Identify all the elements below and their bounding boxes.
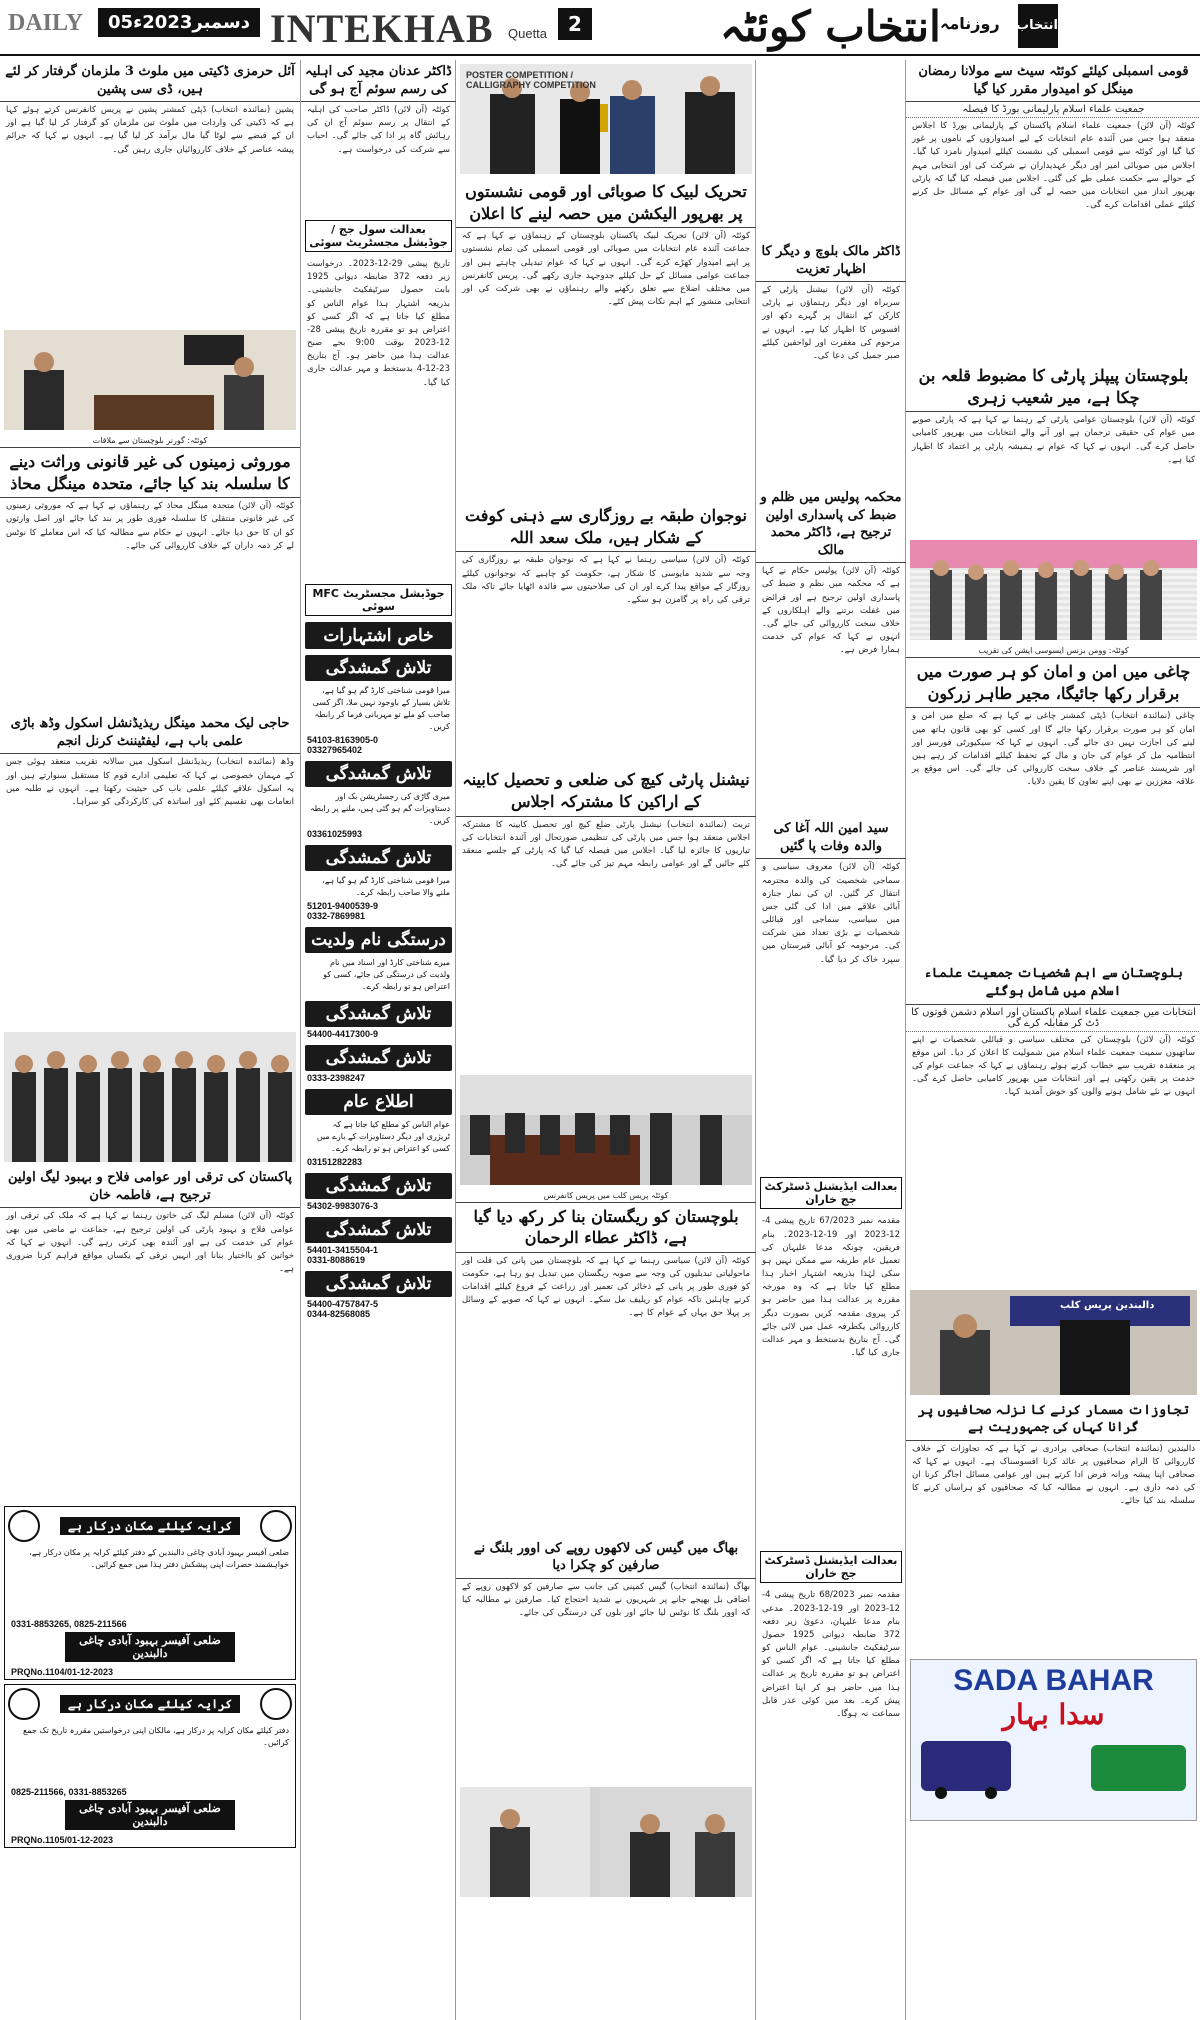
column-3 (455, 60, 756, 2020)
court-notice-title: بعدالت سول جج / جوڈیشل مجسٹریٹ سوئی (305, 220, 452, 252)
headline: پاکستان کی ترقی اور عوامی فلاح و بہبود لیگ اولین ترجیح ہے، فاطمہ خان (0, 1166, 300, 1208)
headline: نوجوان طبقہ بے روزگاری سے ذہنی کوفت کے شکار ہیں، ملک سعد اللہ (456, 502, 756, 552)
phone-number: 03361025993 (307, 829, 363, 840)
phone-number: 03151282283 (307, 1157, 363, 1168)
cnic-number: 54400-4757847-5 (307, 1299, 379, 1310)
name-correction-title: درستگی نام ولدیت (305, 927, 452, 953)
article-body: بھاگ (نمائندہ انتخاب) گیس کمپنی کی جانب سے صارفین کو لاکھوں روپے کے اضافی بل بھیجے جانے پر شہریوں نے شدید احتجاج کیا۔ صارفین نے مطالبہ کیا کہ اوور بلنگ کا نوٹس لیا جائے اور بلوں کی درستگی کی جائے۔ (462, 1581, 750, 1619)
court-notice-body: تاریخ پیشی 29-12-2023۔ درخواست زیر دفعہ 372 ضابطہ دیوانی 1925 بابت حصول سرٹیفکیٹ جانشینی۔ بذریعہ اشتہار ہذا عوام الناس کو مطلع کیا جاتا ہے کہ اگر کسی کو اعتراض ہو تو مقررہ تاریخ پیشی 28-12-2023 بوقت 9:00 بجے صبح عدالت ہذا میں حاضر ہو۔ آج بتاریخ 23-12-4 بدستخط و مہر عدالت جاری کیا گیا۔ (307, 259, 450, 388)
photo-caption: کوئٹہ: وومن بزنس ایسوسی ایشن کی تقریب (906, 644, 1200, 658)
court-notice-title: بعدالت ایڈیشنل ڈسٹرکٹ جج خاران (760, 1551, 902, 1583)
article-body: وڈھ (نمائندہ انتخاب) ریذیڈنشل اسکول میں سالانہ تقریب منعقد ہوئی جس کے مہمان خصوصی نے کہا کہ تعلیمی ادارے قوم کا مستقبل سنوارتے ہیں اور یہ اسکول علاقے کیلئے علمی باب کی حیثیت رکھتا ہے۔ انہوں نے طلبہ میں انعامات بھی تقسیم کئے اور اساتذہ کی کارکردگی کو سراہا۔ (6, 757, 294, 807)
headline: بلوچستان سے اہم شخصیات جمعیت علماء اسلام میں شامل ہوگئے (906, 962, 1200, 1004)
article-body: کوئٹہ (آن لائن) نیشنل پارٹی کے سربراہ اور دیگر رہنماؤں نے پارٹی کارکن کے انتقال پر گہرے دکھ اور افسوس کا اظہار کیا ہے۔ انہوں نے مرحوم کی مغفرت اور لواحقین کیلئے صبر جمیل کی دعا کی۔ (762, 285, 900, 361)
lost-notice-title: تلاش گمشدگی (305, 845, 452, 871)
headline: تجاوزات مسمار کرنے کا نزلہ صحافیوں پر گرانا کہاں کی جمہوریت ہے (906, 1399, 1200, 1441)
headline: قومی اسمبلی کیلئے کوئٹہ سیٹ سے مولانا رمضان مینگل کو امیدوار مقرر کیا گیا (906, 60, 1200, 102)
rozname-label: روزنامہ (940, 14, 1000, 33)
headline: موروثی زمینوں کی غیر قانونی وراثت دینے کا سلسلہ بند کیا جائے، متحدہ مینگل محاذ (0, 448, 300, 498)
news-photo (910, 1290, 1197, 1395)
article-body: کوئٹہ (آن لائن) ڈاکٹر صاحب کی اہلیہ کے انتقال پر رسم سوئم آج ان کی رہائش گاہ پر ادا کی جائے گی۔ احباب سے شرکت کی درخواست ہے۔ (307, 105, 450, 155)
classified-ad-box (4, 1506, 296, 1680)
news-photo (4, 1032, 296, 1162)
article-body: کوئٹہ (آن لائن) بلوچستان عوامی پارٹی کے رہنما نے کہا ہے کہ پارٹی صوبے میں عوام کی حقیقی ترجمان ہے اور آنے والے انتخابات میں بھرپور کامیابی حاصل کرے گی۔ انہوں نے کہا کہ عوام نے ہمیشہ پارٹی پر اعتماد کا اظہار کیا ہے۔ (912, 415, 1195, 465)
ad-brand-urdu: سدا بہار (1002, 1697, 1105, 1731)
column-right (905, 60, 1200, 2020)
court-notice-body: مقدمہ نمبر 67/2023 تاریخ پیشی 4-12-2023 اور 19-12-2023۔ بنام فریقین، چونکہ مدعا علیہان کی تعمیل عام طریقہ سے ممکن نہیں ہو سکی لہٰذا بذریعہ اشتہار اخبار ہذا مطلع کیا جاتا ہے کہ وہ مورخہ مقررہ پر عدالت ہذا میں حاضر ہو کر پیروی مقدمہ کریں بصورت دیگر کارروائی یکطرفہ عمل میں لائی جائے گی۔ آج بتاریخ بدستخط و مہر عدالت جاری کیا گیا۔ (762, 1216, 900, 1359)
press-club-sign: دالبندین پریس کلب (1060, 1299, 1155, 1311)
ad-body: دفتر کیلئے مکان کرایہ پر درکار ہے، مالکان اپنی درخواستیں مقررہ تاریخ تک جمع کرائیں۔ (23, 1726, 289, 1748)
intekhab-logo: انتخاب (1018, 4, 1058, 48)
issue-date: 05دسمبر2023ء (98, 8, 260, 37)
group-photo-graphic (4, 1032, 296, 1162)
ad-phone: 0825-211566, 0331-8853265 (11, 1787, 127, 1798)
public-notice-body: عوام الناس کو مطلع کیا جاتا ہے کہ ٹریژری اور دیگر دستاویزات کے بارے میں کسی کو اعتراض ہو تو رابطہ کرے۔ (316, 1120, 450, 1154)
article-body: پشین (نمائندہ انتخاب) ڈپٹی کمشنر پشین نے پریس کانفرنس کرتے ہوئے کہا ہے کہ ڈکیتی کی واردات میں ملوث تین ملزمان کو گرفتار کر لیا گیا ہے اور ان کے قبضے سے لوٹا گیا مال برآمد کر لیا گیا ہے۔ انہوں نے کہا کہ جرائم پیشہ عناصر کے خلاف کارروائیاں جاری رہیں گی۔ (6, 105, 294, 155)
ad-body: ضلعی آفیسر بہبود آبادی چاغی دالبندین کے دفتر کیلئے کرایہ پر مکان درکار ہے، خواہشمند حضرات اپنی پیشکش دفتر ہذا میں جمع کرائیں۔ (29, 1548, 289, 1570)
headline: بھاگ میں گیس کی لاکھوں روپے کی اوور بلنگ نے صارفین کو چکرا دیا (456, 1537, 756, 1579)
headline: تحریک لبیک کا صوبائی اور قومی نشستوں پر بھرپور الیکشن میں حصہ لینے کا اعلان (456, 178, 756, 228)
cnic-number: 51201-9400539-9 (307, 901, 379, 912)
group-photo-graphic (910, 540, 1197, 640)
news-photo (910, 540, 1197, 640)
ad-brand: SADA BAHAR (953, 1663, 1154, 1697)
ad-header (5, 1685, 295, 1723)
lost-notice-body: میری گاڑی کی رجسٹریشن بک اور دستاویزات گم ہو گئی ہیں، ملنے پر رابطہ کریں۔ (309, 792, 450, 826)
column-2 (755, 60, 906, 2020)
special-ads-title: خاص اشتہارات (305, 622, 452, 649)
govt-seal-icon (260, 1510, 292, 1542)
brand-title: INTEKHAB (270, 6, 494, 51)
headline: ڈاکٹر عدنان مجید کی اہلیہ کی رسم سوئم آج ہو گی (301, 60, 456, 102)
court-notice-title: جوڈیشل مجسٹریٹ MFC سوئی (305, 584, 452, 616)
article-body: تربت (نمائندہ انتخاب) نیشنل پارٹی ضلع کیچ اور تحصیل کابینہ کا مشترکہ اجلاس منعقد ہوا جس میں پارٹی کی تنظیمی صورتحال اور آئندہ انتخابات کی تیاریوں کا جائزہ لیا گیا۔ اجلاس میں فیصلہ کیا گیا کہ پارٹی کے جلسے منعقد کئے جائیں گے اور عوامی رابطہ مہم تیز کی جائے گی۔ (462, 819, 750, 870)
article-body: کوئٹہ (آن لائن) معروف سیاسی و سماجی شخصیت کی والدہ محترمہ انتقال کر گئیں۔ ان کی نماز جنازہ آبائی علاقے میں ادا کی گئی جس میں سیاسی، سماجی اور قبائلی شخصیات نے بڑی تعداد میں شرکت کی۔ مرحومہ کو آبائی قبرستان میں سپرد خاک کر دیا گیا۔ (762, 862, 900, 965)
urdu-title: انتخاب کوئٹہ (720, 2, 941, 51)
cnic-number: 54401-3415504-1 (307, 1245, 379, 1256)
column-left (0, 60, 300, 2020)
daily-label: DAILY (8, 10, 84, 36)
headline: نیشنل پارٹی کیچ کی ضلعی و تحصیل کابینہ کے اراکین کا مشترکہ اجلاس (456, 766, 756, 816)
ad-title: کرایہ کیلئے مکان درکار ہے (60, 1695, 240, 1713)
court-notice-body: مقدمہ نمبر 68/2023 تاریخ پیشی 4-12-2023 اور 19-12-2023۔ مدعی بنام مدعا علیہان، دعویٰ زیر دفعہ 372 ضابطہ دیوانی 1925 حصول سرٹیفکیٹ جانشینی۔ عوام الناس کو مطلع کیا جاتا ہے کہ اگر کسی کو اعتراض ہو تو مقررہ تاریخ پر عدالت ہذا میں حاضر ہو کر اپنا اعتراض پیش کرے۔ بعد میں کوئی عذر قابل سماعت نہ ہوگا۔ (762, 1590, 900, 1719)
lost-notice-title: تلاش گمشدگی (305, 655, 452, 681)
news-photo (4, 330, 296, 430)
lost-notice-title: تلاش گمشدگی (305, 1173, 452, 1199)
governor-meeting-graphic (4, 330, 296, 430)
lost-notice-title: تلاش گمشدگی (305, 1217, 452, 1243)
classified-ad-box (4, 1684, 296, 1848)
ad-header (5, 1507, 295, 1545)
city-label: Quetta (508, 26, 548, 41)
article-body: کوئٹہ (آن لائن) سیاسی رہنما نے کہا ہے کہ بلوچستان میں پانی کی قلت اور ماحولیاتی تبدیلیوں کی وجہ سے صوبہ ریگستان میں تبدیل ہو رہا ہے، حکومت کو فوری طور پر پانی کے ذخائر کی تعمیر اور زراعت کے فروغ کیلئے اقدامات کرنے چاہئیں تاکہ عوام کو ریلیف مل سکے۔ انہوں نے کہا کہ صوبے کے وسائل پر پہلا حق یہاں کے عوام کا ہے۔ (462, 1255, 750, 1319)
ad-officer: ضلعی آفیسر بہبود آبادی چاغی دالبندین (65, 1632, 235, 1662)
name-correction-body: میرے شناختی کارڈ اور اسناد میں نام ولدیت کی درستگی کی جائے، کسی کو اعتراض ہو تو رابطہ کرے۔ (323, 958, 450, 992)
headline: محکمہ پولیس میں ظلم و ضبط کی پاسداری اولین ترجیح ہے، ڈاکٹر محمد مالک (756, 486, 906, 563)
lost-notice-title: تلاش گمشدگی (305, 761, 452, 787)
headline: بلوچستان کو ریگستان بنا کر رکھ دیا گیا ہے، ڈاکٹر عطاء الرحمان (456, 1203, 756, 1253)
article-body: دالبندین (نمائندہ انتخاب) صحافی برادری نے کہا ہے کہ تجاوزات کے خلاف کارروائی کا الزام صحافیوں پر عائد کرنا افسوسناک ہے۔ انہوں نے کہا کہ صحافی اپنا پیشہ ورانہ فرض ادا کرتے ہیں اور عوامی مسائل اجاگر کرنا ان کی ذمہ داری ہے۔ انہوں نے مطالبہ کیا کہ صحافیوں کو ہراساں کرنے کا سلسلہ بند کیا جائے۔ (912, 1443, 1195, 1507)
article-body: کوئٹہ (آن لائن) پولیس حکام نے کہا ہے کہ محکمہ میں نظم و ضبط کی پاسداری اولین ترجیح ہے اور فرائض میں غفلت برتنے والے اہلکاروں کے خلاف سخت کارروائی کی جائے گی۔ انہوں نے کہا کہ عوام کی خدمت ہمارا فرض ہے۔ (762, 566, 900, 656)
lost-notice-body: میرا قومی شناختی کارڈ گم ہو گیا ہے، ملنے والا صاحب رابطہ کرے۔ (322, 876, 450, 898)
photo-caption: کوئٹہ پریس کلب میں پریس کانفرنس (456, 1189, 756, 1203)
cnic-number: 54103-8163905-0 (307, 735, 379, 746)
news-photo (460, 64, 752, 174)
headline: ڈاکٹر مالک بلوچ و دیگر کا اظہار تعزیت (756, 240, 906, 282)
ad-prq-number: PRQNo.1105/01-12-2023 (11, 1835, 114, 1846)
article-body: کوئٹہ (آن لائن) بلوچستان کی مختلف سیاسی و قبائلی شخصیات نے اپنے ساتھیوں سمیت جمعیت علماء اسلام میں شمولیت کا اعلان کر دیا۔ اس موقع پر منعقدہ تقریب سے خطاب کرتے ہوئے رہنماؤں نے کہا کہ جماعت عوام کی خدمت پر یقین رکھتی ہے اور انتخابات میں بھرپور کامیابی حاصل کرے گی۔ انہوں نے نئے شامل ہونے والوں کو خوش آمدید کہا۔ (912, 1034, 1195, 1098)
ad-phone: 0331-8853265, 0825-211566 (11, 1619, 127, 1630)
article-body: کوئٹہ (آن لائن) سیاسی رہنما نے کہا ہے کہ نوجوان طبقہ بے روزگاری کی وجہ سے شدید مایوسی کا شکار ہے، حکومت کو چاہیے کہ نوجوانوں کیلئے روزگار کے مواقع پیدا کرے اور ان کی صلاحیتوں سے فائدہ اٹھایا جائے تاکہ ملک ترقی کی راہ پر گامزن ہو سکے۔ (462, 555, 750, 605)
ad-officer: ضلعی آفیسر بہبود آبادی چاغی دالبندین (65, 1800, 235, 1830)
govt-seal-icon (260, 1688, 292, 1720)
subheadline: انتخابات میں جمعیت علماء اسلام پاکستان اور اسلام دشمن قوتوں کا ڈٹ کر مقابلہ کرے گی (906, 1005, 1200, 1032)
news-photo (460, 1787, 752, 1897)
press-conference-graphic (460, 1075, 752, 1185)
court-notice-title: بعدالت ایڈیشنل ڈسٹرکٹ جج خاران (760, 1177, 902, 1209)
phone-number: 03327965402 (307, 745, 363, 756)
page-number: 2 (558, 8, 592, 40)
phone-number: 0344-82568085 (307, 1309, 371, 1320)
ad-title: کرایہ کیلئے مکان درکار ہے (60, 1517, 240, 1535)
lost-notice-body: میرا قومی شناختی کارڈ گم ہو گیا ہے، تلاش بسیار کے باوجود نہیں ملا، اگر کسی صاحب کو ملے تو مہربانی فرما کر رابطہ کریں۔ (312, 686, 450, 732)
lost-notice-title: تلاش گمشدگی (305, 1001, 452, 1027)
headline: بلوچستان پیپلز پارٹی کا مضبوط قلعہ بن چکا ہے، میر شعیب زہری (906, 362, 1200, 412)
article-body: کوئٹہ (آن لائن) تحریک لبیک پاکستان بلوچستان کے رہنماؤں نے کہا ہے کہ جماعت آئندہ عام انتخابات میں صوبائی اور قومی اسمبلی کی تمام نشستوں پر اپنے امیدوار کھڑے کرے گی۔ انہوں نے کہا کہ عوام تبدیلی چاہتے ہیں اور جماعت عوامی مسائل کے حل کیلئے جدوجہد جاری رکھے گی۔ پریس کانفرنس میں مختلف اضلاع سے تعلق رکھنے والے رہنماؤں نے بھی شرکت کی اور انتخابی منشور کے اہم نکات پیش کئے۔ (462, 231, 750, 308)
sada-bahar-ad (910, 1659, 1197, 1821)
bus-graphic (911, 1731, 1196, 1801)
phone-number: 0332-7869981 (307, 911, 366, 922)
headline: حاجی لیک محمد مینگل ریذیڈنشل اسکول وڈھ باڑی علمی باب ہے، لیفٹیننٹ کرنل انجم (0, 712, 300, 754)
subheadline: جمعیت علماء اسلام پارلیمانی بورڈ کا فیصلہ (906, 102, 1200, 118)
lost-notice-title: تلاش گمشدگی (305, 1271, 452, 1297)
article-body: کوئٹہ (آن لائن) مسلم لیگ کی خاتون رہنما نے کہا ہے کہ ملک کی ترقی اور عوامی فلاح و بہبود پارٹی کی اولین ترجیح ہے، جماعت نے ماضی میں بھی عوام کی خدمت کی ہے اور آئندہ بھی کرتی رہے گی۔ انہوں نے کہا کہ خواتین کو بااختیار بنانا اور انہیں ترقی کے یکساں مواقع فراہم کرنا ضروری ہے۔ (6, 1211, 294, 1275)
cnic-number: 54302-9983076-3 (307, 1201, 379, 1212)
phone-number: 0333-2398247 (307, 1073, 366, 1084)
ad-prq-number: PRQNo.1104/01-12-2023 (11, 1667, 114, 1678)
competition-banner: POSTER COMPETITION / CALLIGRAPHY COMPETITION (466, 70, 596, 90)
govt-seal-icon (8, 1510, 40, 1542)
meeting-graphic (460, 1787, 752, 1897)
phone-number: 0331-8088619 (307, 1255, 366, 1266)
headline: سید امین اللہ آغا کی والدہ وفات پا گئیں (756, 817, 906, 859)
article-body: کوئٹہ (آن لائن) جمعیت علماء اسلام پاکستان کے پارلیمانی بورڈ کا اجلاس منعقد ہوا جس میں آئندہ عام انتخابات کے لیے امیدواروں کے ناموں پر غور کیا گیا اور کوئٹہ سے قومی اسمبلی کی نشست کیلئے امیدوار نامزد کیا گیا۔ اجلاس میں صوبائی امیر اور دیگر عہدیداران نے شرکت کی اور انتخابی مہم کے حوالے سے حکمت عملی طے کی گئی۔ اجلاس میں فیصلہ کیا گیا کہ پارٹی بھرپور انداز میں انتخابات میں حصہ لے گی اور عوام کے مسائل حل کرنے کیلئے عملی اقدامات کرے گی۔ (912, 121, 1195, 211)
article-body: کوئٹہ (آن لائن) متحدہ مینگل محاذ کے رہنماؤں نے کہا ہے کہ موروثی زمینوں کی غیر قانونی منتقلی کا سلسلہ فوری طور پر بند کیا جائے اور اصل وارثوں کو ان کا حق دیا جائے۔ انہوں نے حکام سے مطالبہ کیا کہ اس معاملے کا نوٹس لے کر ذمہ داران کے خلاف کارروائی کی جائے۔ (6, 501, 294, 551)
masthead (0, 0, 1200, 56)
headline: آئل حرمزی ڈکیتی میں ملوث 3 ملزمان گرفتار کر لئے ہیں، ڈی سی پشین (0, 60, 300, 102)
public-notice-title: اطلاع عام (305, 1089, 452, 1115)
article-body: چاغی (نمائندہ انتخاب) ڈپٹی کمشنر چاغی نے کہا ہے کہ ضلع میں امن و امان کو ہر صورت برقرار رکھا جائے گا اور کسی کو بھی قانون ہاتھ میں لینے کی اجازت نہیں دی جائے گی۔ انہوں نے کہا کہ سیکیورٹی فورسز اور انتظامیہ مل کر عوام کی جان و مال کے تحفظ کیلئے اقدامات کر رہے ہیں اور شرپسند عناصر کے خلاف سخت کارروائی کی جائے گی۔ اس موقع پر علاقہ معززین نے بھی اپنے تعاون کا یقین دلایا۔ (912, 711, 1195, 788)
column-classifieds (300, 60, 456, 2020)
news-photo (460, 1075, 752, 1185)
govt-seal-icon (8, 1688, 40, 1720)
photo-caption: کوئٹہ: گورنر بلوچستان سے ملاقات (0, 434, 300, 448)
lost-notice-title: تلاش گمشدگی (305, 1045, 452, 1071)
headline: چاغی میں امن و امان کو ہر صورت میں برقرار رکھا جائیگا، مجیر طاہر زرکون (906, 658, 1200, 708)
cnic-number: 54400-4417300-9 (307, 1029, 379, 1040)
